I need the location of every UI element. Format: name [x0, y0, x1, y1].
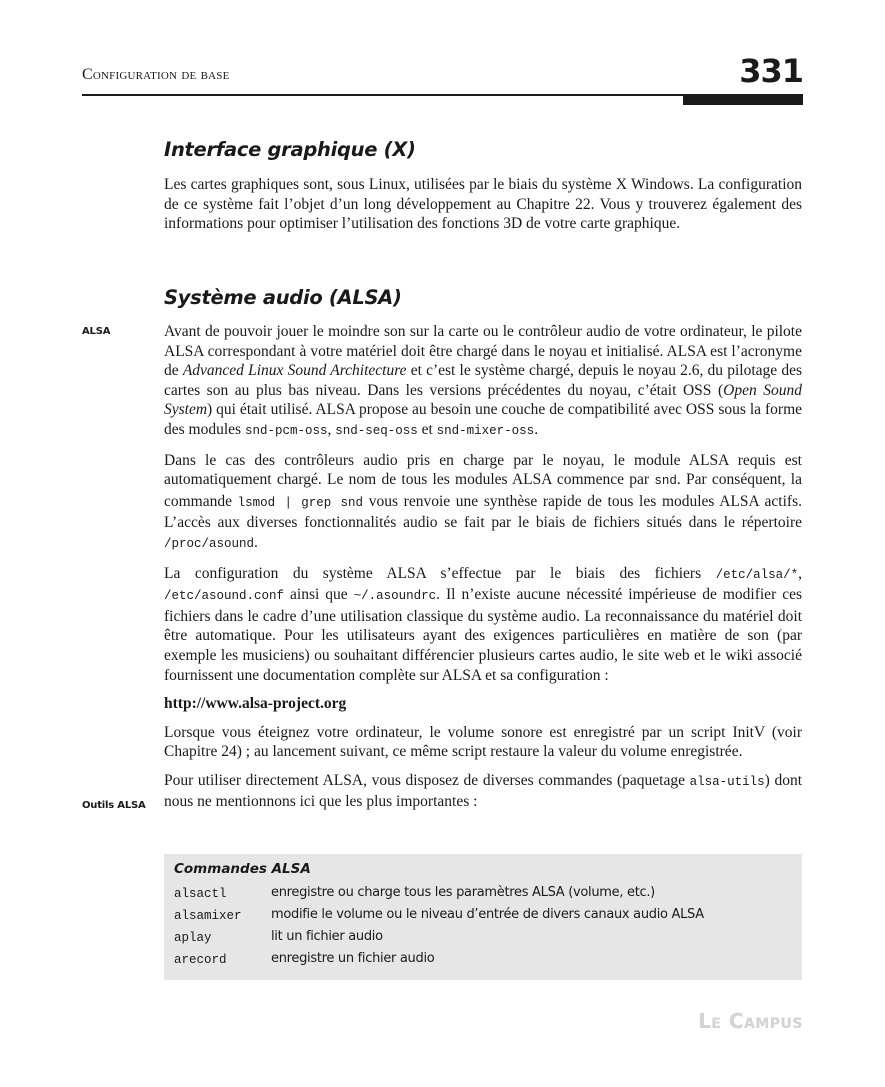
paragraph: Les cartes graphiques sont, sous Linux, utilisées par le biais du système X Windows. La configuration de ce système fait l’objet d’un long développement au Chapitre 22. Vous y trouverez également des informations pour optimiser l’utilisation des fonctions 3D de votre carte graphique.	[164, 176, 802, 233]
table-row	[174, 928, 794, 950]
section-body	[164, 322, 802, 812]
section-interface-graphique	[164, 138, 802, 161]
paragraph-alsa-modules: Dans le cas des contrôleurs audio pris en charge par le noyau, le module ALSA requis est automatiquement chargé. Le nom de tous les modules ALSA commence par snd. Par conséquent, la commande lsmod | grep snd vous renvoie une synthèse rapide de tous les modules ALSA actifs. L’accès aux diverses fonctionnalités audio se fait par le biais de fichiers situés dans le répertoire /proc/asound.	[164, 451, 802, 551]
command-name: alsamixer	[174, 909, 242, 923]
paragraph-alsa-config: La configuration du système ALSA s’effectue par le biais des fichiers /etc/alsa/*, /etc/asound.conf ainsi que ~/.asoundrc. Il n’existe aucune nécessité impérieuse de modifier ces fichiers dans le cadre d’une utilisation classique du système audio. La reconnaissance du matériel doit être automatique. Pour les utilisateurs ayant des exigences particulières en matière de son (par exemple les musiciens) ou souhaitant différencier plusieurs cartes audio, le site web et le wiki associé fournissent une documentation complète sur ALSA et sa configuration :	[164, 564, 802, 684]
url-link[interactable]	[164, 694, 802, 714]
header-rule-accent	[683, 94, 803, 105]
command-description: modifie le volume ou le niveau d’entrée de divers canaux audio ALSA	[271, 907, 704, 922]
commands-table	[164, 854, 802, 980]
command-description: enregistre un fichier audio	[271, 951, 435, 966]
alsa-project-url[interactable]: http://www.alsa-project.org	[164, 695, 347, 713]
page-number: 331	[739, 52, 803, 90]
command-name: aplay	[174, 931, 212, 945]
paragraph-outils: Pour utiliser directement ALSA, vous disposez de diverses commandes (paquetage alsa-utils) dont nous ne mentionnons ici que les plus importantes :	[164, 771, 802, 811]
section-body	[164, 175, 802, 234]
command-name: alsactl	[174, 887, 227, 901]
paragraph-alsa-intro: Avant de pouvoir jouer le moindre son sur la carte ou le contrôleur audio de votre ordinateur, le pilote ALSA correspondant à votre matériel doit être chargé dans le noyau et initialisé. ALSA est l’acronyme de Advanced Linux Sound Architecture et c’est le système chargé, depuis le noyau 2.6, du pilotage des cartes son au plus bas niveau. Dans les versions précédentes du noyau, c’était OSS (Open Sound System) qui était utilisé. ALSA propose au besoin une couche de compatibilité avec OSS sous la forme des modules snd-pcm-oss, snd-seq-oss et snd-mixer-oss.	[164, 323, 802, 438]
section-systeme-audio	[164, 286, 802, 309]
section-title: Système audio (ALSA)	[164, 286, 402, 309]
table-row	[174, 950, 794, 972]
commands-table-title: Commandes ALSA	[174, 861, 311, 877]
margin-note-outils-alsa: Outils ALSA	[82, 800, 146, 811]
command-description: enregistre ou charge tous les paramètres ALSA (volume, etc.)	[271, 885, 655, 900]
publisher-logo: Le Campus	[698, 1009, 803, 1033]
paragraph-volume: Lorsque vous éteignez votre ordinateur, le volume sonore est enregistré par un script InitV (voir Chapitre 24) ; au lancement suivant, ce même script restaure la valeur du volume enregistrée.	[164, 723, 802, 761]
command-description: lit un fichier audio	[271, 929, 383, 944]
table-row	[174, 884, 794, 906]
section-title: Interface graphique (X)	[164, 138, 416, 161]
table-row	[174, 906, 794, 928]
command-name: arecord	[174, 953, 227, 967]
margin-note-alsa: ALSA	[82, 326, 111, 337]
running-head: Configuration de base	[82, 66, 230, 83]
